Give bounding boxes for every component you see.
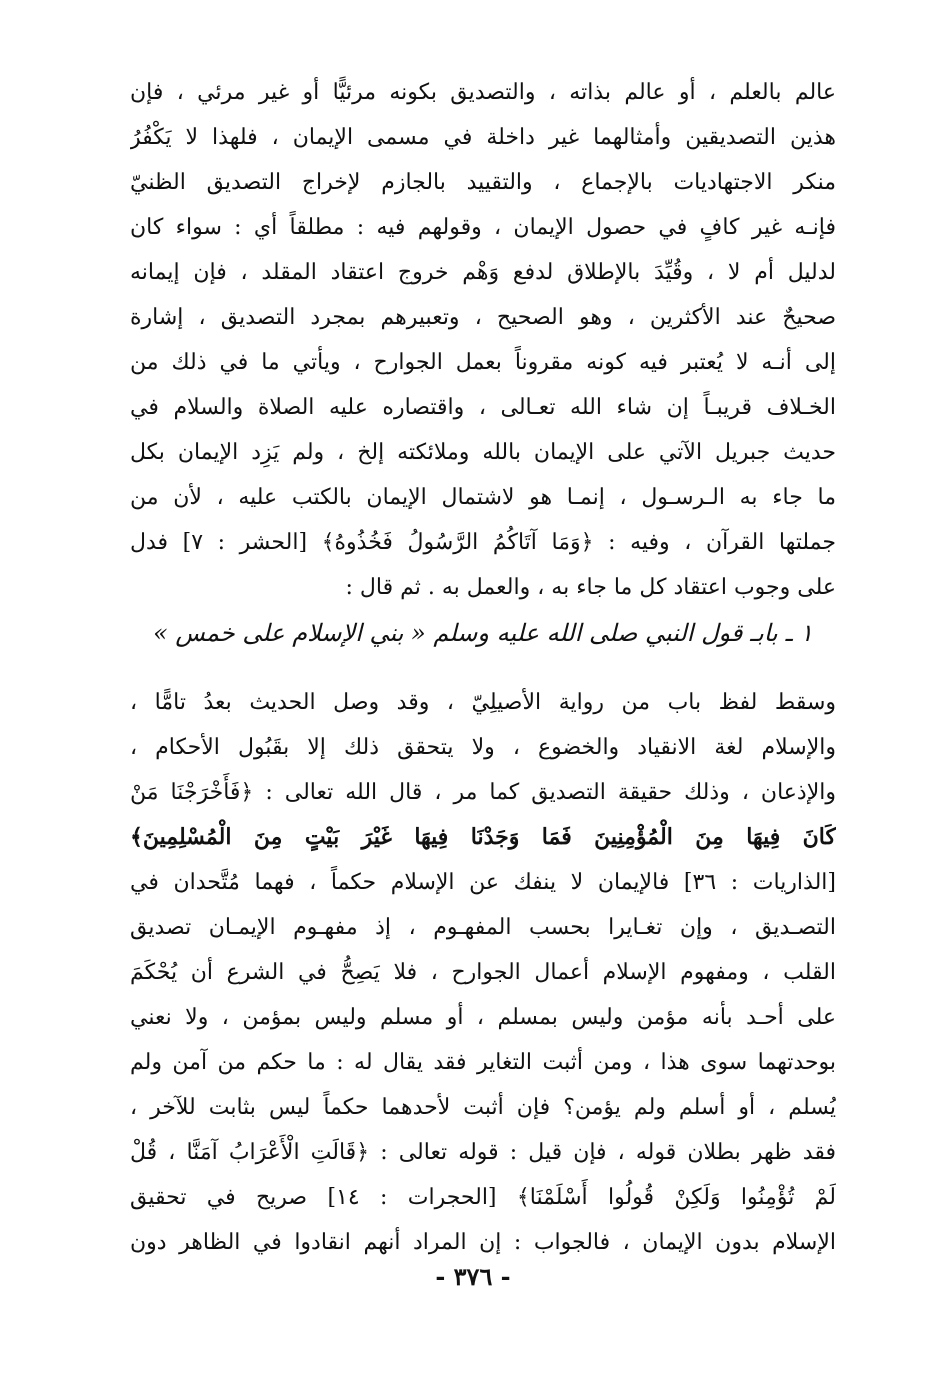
paragraph-commentary-2 (130, 680, 836, 1265)
paragraph-commentary-1 (130, 70, 836, 610)
text-line: الإسلام بدون الإيمان ، فالجواب : إن المراد أنهم انقادوا في الظاهر دون (130, 1230, 836, 1255)
chapter-heading: ١ ـ بابـ قول النبي صلى الله عليه وسلم « بني الإسلام على خمس » (153, 619, 813, 647)
text-line: بوحدتهما سوى هذا ، ومن أثبت التغاير فقد يقال له : ما حكم من آمن ولم (130, 1050, 836, 1075)
text-line: لَمْ تُؤْمِنُوا وَلَكِنْ قُولُوا أَسْلَمْنَا﴾ [الحجرات : ١٤] صريح في تحقيق (130, 1185, 836, 1210)
text-line: لدليل أم لا ، وقُيِّدَ بالإطلاق لدفع وَهْم خروج اعتقاد المقلد ، فإن إيمانه (130, 260, 836, 285)
text-line: وسقط لفظ باب من رواية الأصيلِيّ ، وقد وصل الحديث بعدُ تامًّا ، (130, 690, 836, 715)
text-line: منكر الاجتهاديات بالإجماع ، والتقييد بالجازم لإخراج التصديق الظنيّ (130, 170, 836, 195)
quran-verse-line: كَانَ فِيهَا مِنَ الْمُؤْمِنِينَ فَمَا وَجَدْنَا فِيهَا غَيْرَ بَيْتٍ مِنَ الْمُسْلِمِينَ﴾ (130, 824, 836, 850)
text-line: فقد ظهر بطلان قوله ، فإن قيل : قوله تعالى : ﴿قَالَتِ الْأَعْرَابُ آمَنَّا ، قُلْ (130, 1140, 836, 1165)
text-line: على وجوب اعتقاد كل ما جاء به ، والعمل به . ثم قال : (345, 575, 836, 600)
text-line: صحيحٌ عند الأكثرين ، وهو الصحيح ، وتعبيرهم بمجرد التصديق ، إشارة (130, 305, 836, 330)
text-line: القلب ، ومفهوم الإسلام أعمال الجوارح ، فلا يَصِحُّ في الشرع أن يُحْكَمَ (130, 960, 836, 985)
text-line: جملتها القرآن ، وفيه : ﴿وَمَا آتَاكُمُ الرَّسُولُ فَخُذُوهُ﴾ [الحشر : ٧] فدل (130, 530, 836, 555)
text-line: والإسلام لغة الانقياد والخضوع ، ولا يتحقق ذلك إلا بقَبُول الأحكام ، (130, 735, 836, 760)
text-line: فإنـه غير كافٍ في حصول الإيمان ، وقولهم فيه : مطلقاً أي : سواء كان (130, 215, 836, 240)
text-line: حديث جبريل الآتي على الإيمان بالله وملائكته إلخ ، ولم يَزِد الإيمان بكل (130, 440, 836, 465)
text-line: [الذاريات : ٣٦] فالإيمان لا ينفك عن الإسلام حكماً ، فهما مُتَّحدان في (130, 870, 836, 895)
text-line: إلى أنـه لا يُعتبر فيه كونه مقروناً بعمل الجوارح ، ويأتي ما في ذلك من (130, 350, 836, 375)
text-line: التصـديق ، وإن تغـايرا بحسب المفهـوم ، إذ مفهـوم الإيمـان تصديق (130, 915, 836, 940)
text-line: والإذعان ، وذلك حقيقة التصديق كما مر ، قال الله تعالى : ﴿فَأَخْرَجْنَا مَنْ (130, 780, 836, 805)
text-line: على أحـد بأنه مؤمن وليس بمسلم ، أو مسلم وليس بمؤمن ، ولا نعني (130, 1005, 836, 1030)
text-line: عالم بالعلم ، أو عالم بذاته ، والتصديق بكونه مرئيًّا أو غير مرئي ، فإن (130, 80, 836, 105)
text-line: ما جاء به الـرسـول ، إنمـا هو لاشتمال الإيمان بالكتب عليه ، لأن من (130, 485, 836, 510)
text-line: هذين التصديقين وأمثالهما غير داخلة في مسمى الإيمان ، فلهذا لا يَكْفُرُ (130, 125, 836, 150)
page-number: - ٣٧٦ - (435, 1262, 511, 1291)
text-line: الخـلاف قريبـاً إن شاء الله تعـالى ، واقتصاره عليه الصلاة والسلام في (130, 395, 836, 420)
text-line: يُسلم ، أو أسلم ولم يؤمن؟ فإن أثبت لأحدهما حكماً ليس بثابت للآخر ، (130, 1095, 836, 1120)
